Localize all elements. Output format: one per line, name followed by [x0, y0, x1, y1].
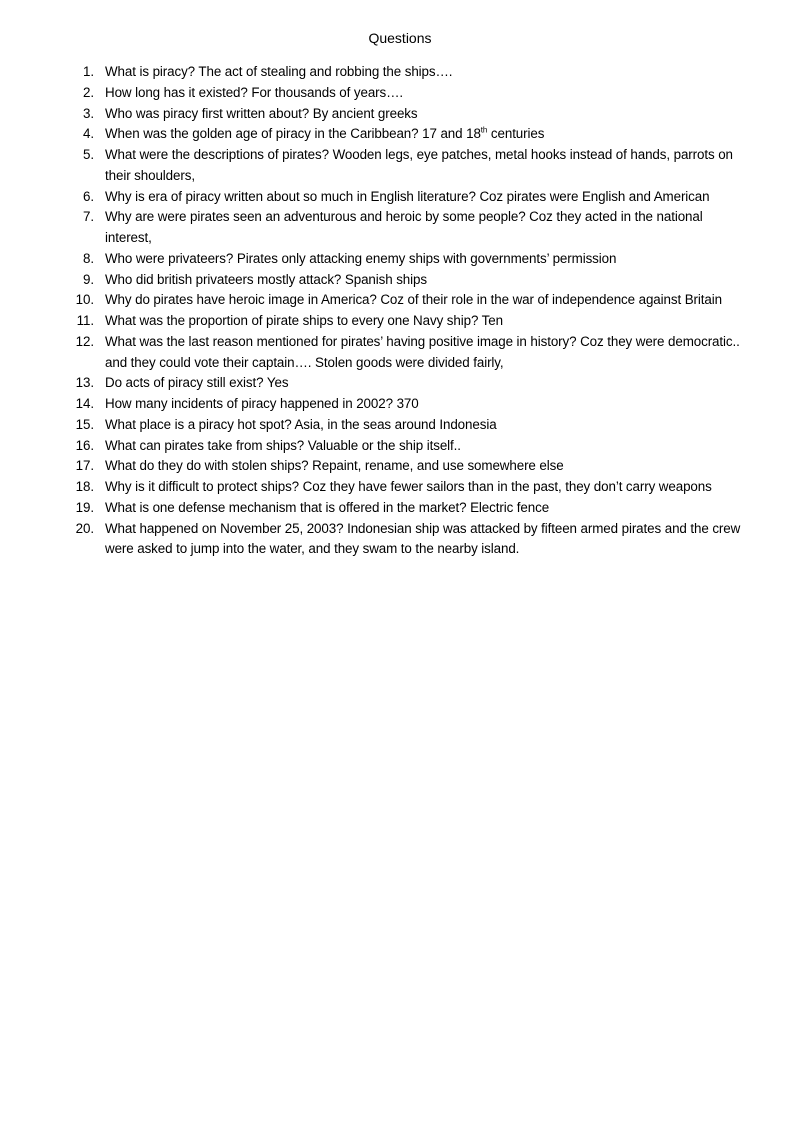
item-text: What place is a piracy hot spot? Asia, in the seas around Indonesia — [105, 416, 497, 432]
list-item — [72, 332, 752, 374]
list-item — [72, 104, 752, 125]
list-item — [72, 187, 752, 208]
item-number: 3. — [83, 105, 94, 121]
item-text: Who was piracy first written about? By ancient greeks — [105, 105, 418, 121]
list-item — [72, 124, 752, 145]
item-number: 5. — [83, 147, 94, 162]
item-number: 4. — [83, 126, 94, 142]
item-text-main: When was the golden age of piracy in the Caribbean? 17 and 18 — [105, 126, 481, 142]
item-text-tail: centuries — [487, 126, 545, 142]
list-item — [72, 436, 752, 457]
list-item — [72, 498, 752, 519]
list-item — [72, 477, 752, 498]
item-number: 17. — [75, 458, 94, 474]
list-item — [72, 207, 752, 249]
item-number: 20. — [75, 520, 94, 536]
ordinal-superscript: th — [480, 125, 488, 135]
item-number: 10. — [75, 292, 94, 308]
item-number: 1. — [83, 64, 94, 79]
item-number: 15. — [75, 416, 94, 432]
list-item — [72, 290, 752, 311]
item-text: What can pirates take from ships? Valuable or the ship itself.. — [105, 437, 461, 453]
item-number: 6. — [83, 188, 94, 204]
item-number: 2. — [83, 84, 94, 100]
list-item — [72, 270, 752, 291]
item-text: What happened on November 25, 2003? Indonesian ship was attacked by fifteen armed pirates and the crew were asked to jump into the water, and they swam to the nearby island. — [105, 520, 741, 557]
item-text: Who did british privateers mostly attack? Spanish ships — [105, 271, 427, 287]
item-number: 9. — [83, 271, 94, 287]
list-item — [72, 519, 752, 561]
list-item — [72, 62, 752, 83]
list-item — [72, 83, 752, 104]
item-number: 7. — [83, 209, 94, 225]
item-text: What was the proportion of pirate ships to every one Navy ship? Ten — [105, 313, 503, 328]
item-number: 11. — [76, 313, 94, 328]
item-number: 12. — [75, 333, 94, 349]
item-text: What is one defense mechanism that is offered in the market? Electric fence — [105, 499, 550, 515]
list-item — [72, 373, 752, 394]
item-number: 14. — [75, 396, 94, 411]
list-item — [72, 415, 752, 436]
item-text — [105, 126, 544, 141]
item-number: 8. — [83, 250, 94, 266]
item-text: What were the descriptions of pirates? Wooden legs, eye patches, metal hooks instead of hands, parrots on their shoulders, — [105, 147, 733, 183]
list-item — [72, 394, 752, 415]
list-item — [72, 311, 752, 332]
list-item — [72, 249, 752, 270]
list-item — [72, 145, 752, 187]
question-list — [72, 62, 752, 560]
page-title: Questions — [368, 30, 432, 46]
item-text: Why is it difficult to protect ships? Coz they have fewer sailors than in the past, they don’t carry weapons — [105, 479, 712, 494]
item-text: What is piracy? The act of stealing and robbing the ships…. — [105, 64, 453, 79]
item-text: What do they do with stolen ships? Repaint, rename, and use somewhere else — [105, 458, 564, 474]
item-text: Why is era of piracy written about so much in English literature? Coz pirates were English and American — [105, 188, 710, 204]
item-number: 18. — [75, 479, 94, 494]
item-text: Why are were pirates seen an adventurous and heroic by some people? Coz they acted in the national interest, — [105, 209, 703, 245]
item-number: 16. — [75, 437, 94, 453]
item-number: 13. — [75, 375, 94, 391]
item-number: 19. — [75, 499, 94, 515]
item-text: How many incidents of piracy happened in 2002? 370 — [105, 396, 419, 411]
item-text: Why do pirates have heroic image in America? Coz of their role in the war of independence against Britain — [105, 292, 722, 308]
item-text: How long has it existed? For thousands of years…. — [105, 84, 404, 100]
list-item — [72, 456, 752, 477]
item-text: What was the last reason mentioned for pirates’ having positive image in history? Coz they were democratic.. and they could vote their captain…. Stolen goods were divided fairly, — [105, 333, 740, 370]
item-text: Who were privateers? Pirates only attacking enemy ships with governments’ permission — [105, 250, 617, 266]
item-text: Do acts of piracy still exist? Yes — [105, 375, 289, 391]
